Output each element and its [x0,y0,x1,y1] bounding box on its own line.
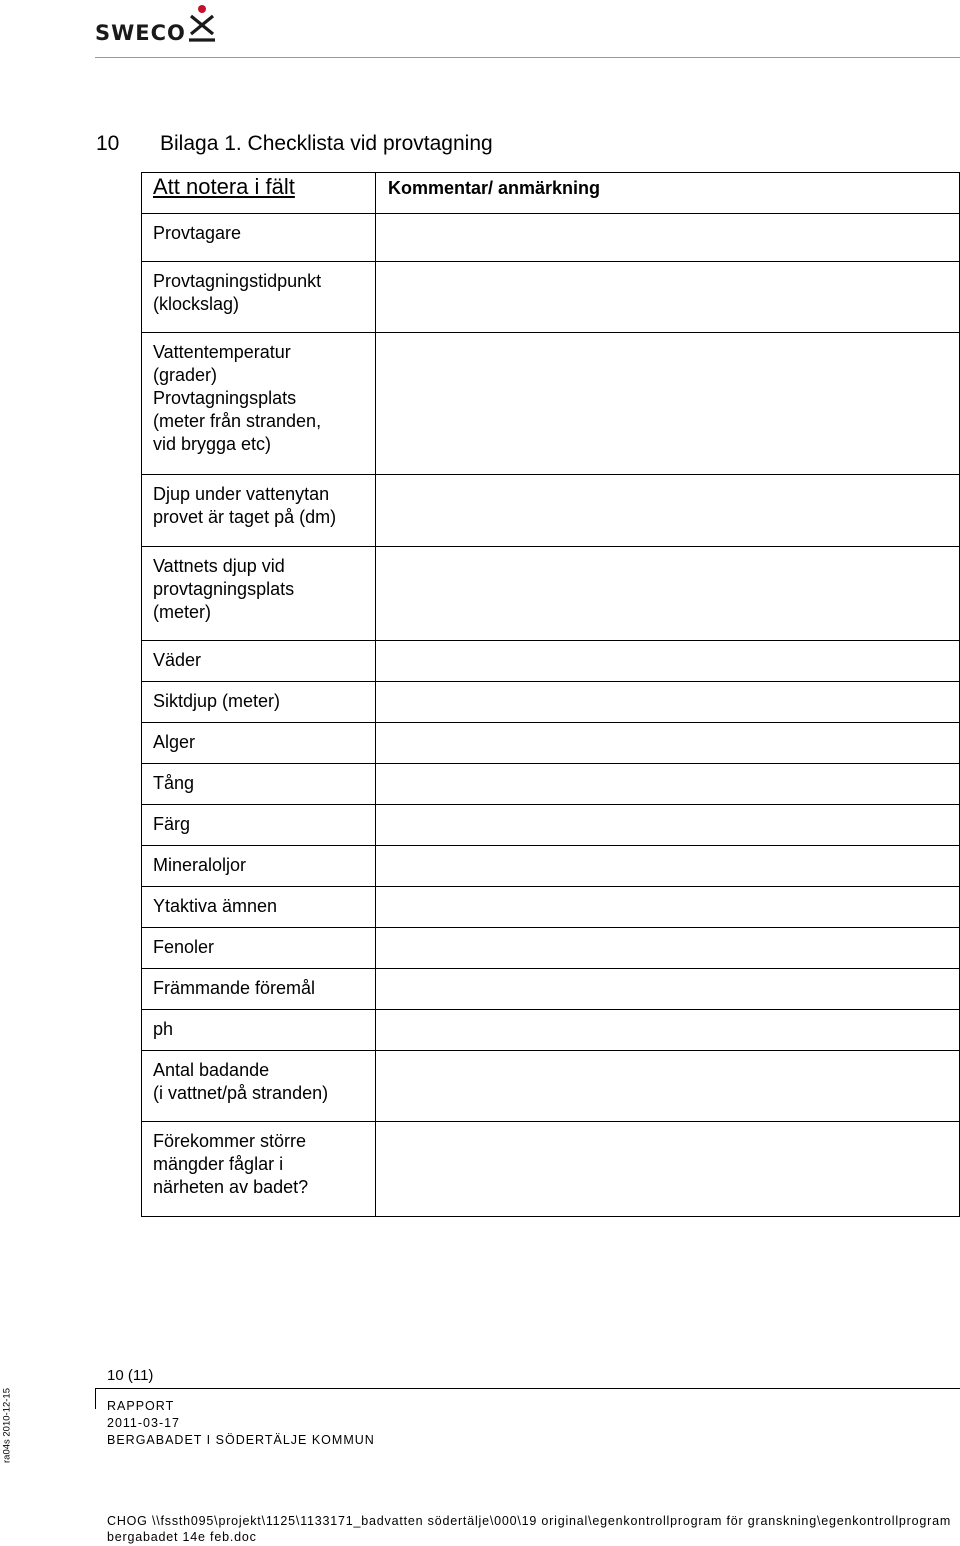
table-row [142,475,960,547]
row-comment[interactable] [376,682,960,723]
row-label: ph [142,1010,376,1051]
row-comment[interactable] [376,1122,960,1217]
row-label: Mineraloljor [142,846,376,887]
col1-header: Att notera i fält [153,174,295,199]
row-comment[interactable] [376,1051,960,1122]
checklist-table [141,172,960,1217]
file-path-line1: CHOG \\fssth095\projekt\1125\1133171_badvatten södertälje\000\19 original\egenkontrollprogram för granskning\egenkontrollprogram [107,1514,952,1528]
footer-frame [95,1388,960,1409]
col1-header-cell [142,173,376,214]
row-comment[interactable] [376,764,960,805]
row-label: Provtagare [142,214,376,262]
section-number: 10 [96,132,120,155]
table-row [142,1051,960,1122]
table-row [142,928,960,969]
table-row [142,1010,960,1051]
table-row [142,969,960,1010]
row-label: Väder [142,641,376,682]
table-row [142,887,960,928]
table-row [142,214,960,262]
sweco-figure-icon [187,4,217,44]
table-row [142,764,960,805]
row-comment[interactable] [376,475,960,547]
row-label: Tång [142,764,376,805]
row-comment[interactable] [376,887,960,928]
footer-project: BERGABADET I SÖDERTÄLJE KOMMUN [107,1433,375,1447]
template-code: ra04s 2010-12-15 [1,1388,13,1463]
row-comment[interactable] [376,262,960,333]
page-number: 10 (11) [107,1367,154,1384]
row-label: Djup under vattenytan provet är taget på (dm) [142,475,376,547]
row-comment[interactable] [376,723,960,764]
row-label: Vattnets djup vid provtagningsplats (meter) [142,547,376,641]
row-label: Förekommer större mängder fåglar i närheten av badet? [142,1122,376,1217]
table-row [142,846,960,887]
table-row [142,723,960,764]
row-comment[interactable] [376,641,960,682]
table-row [142,682,960,723]
header-rule [95,57,960,58]
row-label: Provtagningstidpunkt (klockslag) [142,262,376,333]
footer-date: 2011-03-17 [107,1416,181,1430]
row-comment[interactable] [376,333,960,475]
table-row [142,547,960,641]
row-label: Vattentemperatur (grader) Provtagningsplats (meter från stranden, vid brygga etc) [142,333,376,475]
row-label: Ytaktiva ämnen [142,887,376,928]
row-comment[interactable] [376,1010,960,1051]
row-label: Alger [142,723,376,764]
table-header-row [142,173,960,214]
col2-header: Kommentar/ anmärkning [388,178,601,198]
table-row [142,805,960,846]
table-row [142,641,960,682]
row-comment[interactable] [376,969,960,1010]
row-label: Främmande föremål [142,969,376,1010]
table-row [142,1122,960,1217]
row-label: Färg [142,805,376,846]
section-title: Bilaga 1. Checklista vid provtagning [160,132,493,155]
row-comment[interactable] [376,214,960,262]
file-path-line2: bergabadet 14e feb.doc [107,1530,257,1544]
row-label: Siktdjup (meter) [142,682,376,723]
table-row [142,333,960,475]
logo-wordmark: SWECO [95,21,186,45]
row-comment[interactable] [376,547,960,641]
row-comment[interactable] [376,846,960,887]
row-comment[interactable] [376,805,960,846]
row-comment[interactable] [376,928,960,969]
row-label: Fenoler [142,928,376,969]
row-label: Antal badande (i vattnet/på stranden) [142,1051,376,1122]
table-row [142,262,960,333]
col2-header-cell [376,173,960,214]
footer-doc-type: RAPPORT [107,1399,175,1413]
